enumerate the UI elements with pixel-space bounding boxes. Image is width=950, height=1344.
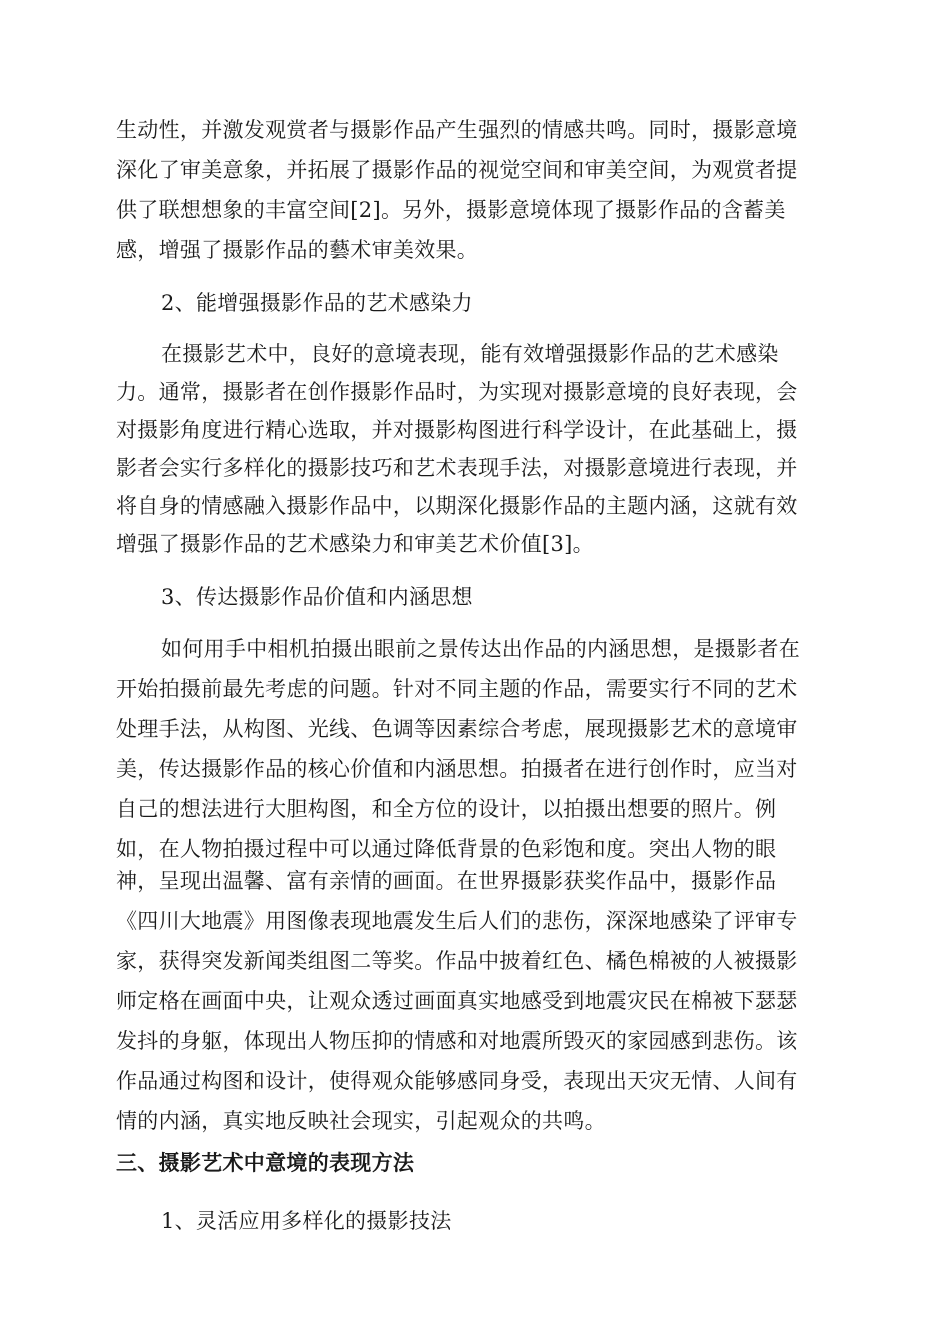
paragraph-line: 神，呈现出温馨、富有亲情的画面。在世界摄影获奖作品中，摄影作品 xyxy=(116,869,777,893)
paragraph-line: 开始拍摄前最先考虑的问题。针对不同主题的作品，需要实行不同的艺术 xyxy=(116,677,798,701)
paragraph-line: 力。通常，摄影者在创作摄影作品时，为实现对摄影意境的良好表现，会 xyxy=(116,380,798,404)
paragraph-line: 美，传达摄影作品的核心价值和内涵思想。拍摄者在进行创作时，应当对 xyxy=(116,757,798,781)
paragraph-line: 供了联想想象的丰富空间[2]。另外，摄影意境体现了摄影作品的含蓄美 xyxy=(116,198,786,222)
subheading-3: 3、传达摄影作品价值和内涵思想 xyxy=(161,585,473,609)
paragraph-line: 师定格在画面中央，让观众透过画面真实地感受到地震灾民在棉被下瑟瑟 xyxy=(116,989,798,1013)
paragraph-line: 如，在人物拍摄过程中可以通过降低背景的色彩饱和度。突出人物的眼 xyxy=(116,837,777,861)
paragraph-line: 发抖的身躯，体现出人物压抑的情感和对地震所毁灭的家园感到悲伤。该 xyxy=(116,1029,798,1053)
paragraph-line: 影者会实行多样化的摄影技巧和艺术表现手法，对摄影意境进行表现，并 xyxy=(116,456,798,480)
paragraph-line: 深化了审美意象，并拓展了摄影作品的视觉空间和审美空间，为观赏者提 xyxy=(116,158,798,182)
paragraph-line: 处理手法，从构图、光线、色调等因素综合考虑，展现摄影艺术的意境审 xyxy=(116,717,798,741)
paragraph-line: 在摄影艺术中，良好的意境表现，能有效增强摄影作品的艺术感染 xyxy=(161,342,779,366)
paragraph-line: 自己的想法进行大胆构图，和全方位的设计，以拍摄出想要的照片。例 xyxy=(116,797,777,821)
paragraph-line: 对摄影角度进行精心选取，并对摄影构图进行科学设计，在此基础上，摄 xyxy=(116,418,798,442)
paragraph-line: 《四川大地震》用图像表现地震发生后人们的悲伤，深深地感染了评审专 xyxy=(116,909,798,933)
paragraph-line: 将自身的情感融入摄影作品中，以期深化摄影作品的主题内涵，这就有效 xyxy=(116,494,798,518)
paragraph-line: 增强了摄影作品的艺术感染力和审美艺术价值[3]。 xyxy=(116,532,594,556)
paragraph-line: 生动性，并激发观赏者与摄影作品产生强烈的情感共鸣。同时，摄影意境 xyxy=(116,118,798,142)
paragraph-line: 如何用手中相机拍摄出眼前之景传达出作品的内涵思想，是摄影者在 xyxy=(161,637,800,661)
section-heading: 三、摄影艺术中意境的表现方法 xyxy=(116,1151,415,1175)
subheading-3-1: 1、灵活应用多样化的摄影技法 xyxy=(161,1209,452,1233)
paragraph-line: 作品通过构图和设计，使得观众能够感同身受，表现出天灾无情、人间有 xyxy=(116,1069,798,1093)
paragraph-line: 情的内涵，真实地反映社会现实，引起观众的共鸣。 xyxy=(116,1109,606,1133)
paragraph-line: 感，增强了摄影作品的藝术审美效果。 xyxy=(116,238,479,262)
subheading-2: 2、能增强摄影作品的艺术感染力 xyxy=(161,291,473,315)
paragraph-line: 家，获得突发新闻类组图二等奖。作品中披着红色、橘色棉被的人被摄影 xyxy=(116,949,798,973)
